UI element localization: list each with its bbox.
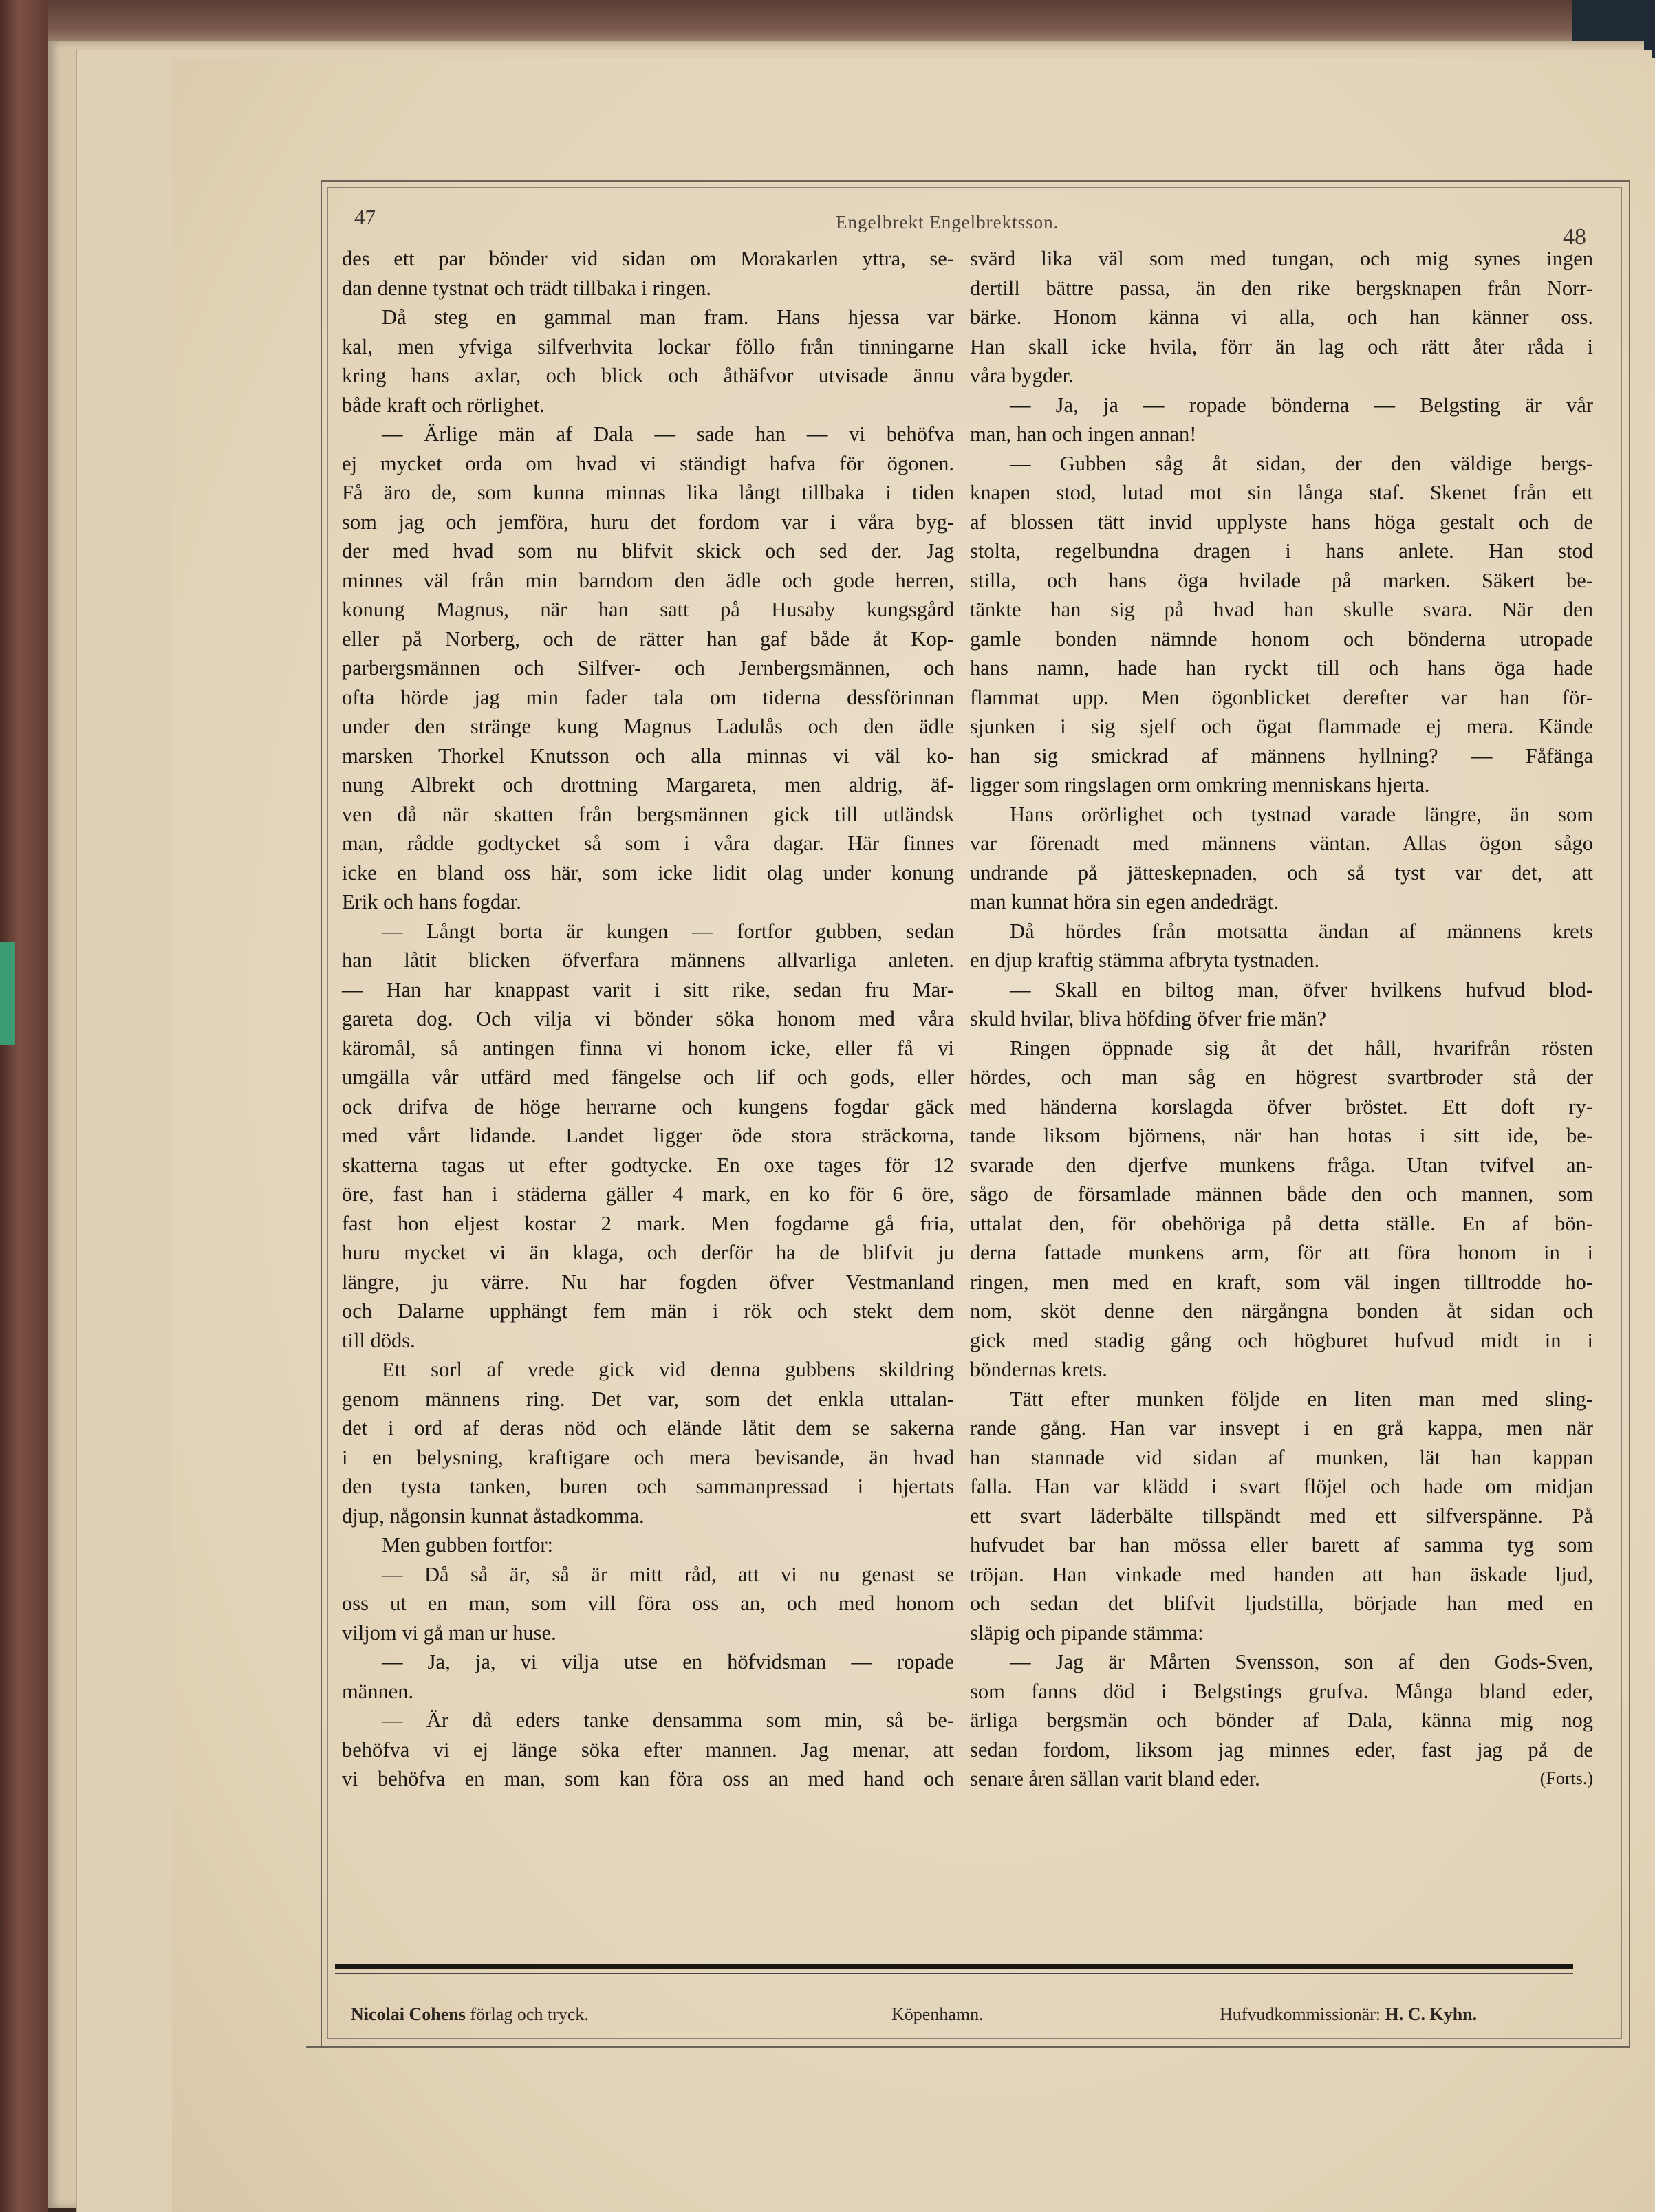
text-line: man, rådde godtycket så som i våra dagar. Här finnes [342,832,954,855]
text-line: viljom vi gå man ur huse. [342,1620,556,1645]
text-line: tröjan. Han vinkade med handen att han äskade ljud, [970,1562,1593,1586]
text-line: Ett sorl af vrede gick vid denna gubbens skildring [382,1358,954,1381]
publisher-rest: förlag och tryck. [465,2004,589,2024]
text-line: som fanns död i Belgstings grufva. Många bland eder, [970,1679,1593,1703]
text-line: Då steg en gammal man fram. Hans hjessa var [382,305,954,329]
text-line: af blossen tätt invid upplyste hans höga gestalt och de [970,510,1593,534]
text-line: i en belysning, kraftigare och mera bevisande, än hvad [342,1445,954,1469]
text-line: — Är då eders tanke densamma som min, så be- [382,1709,954,1732]
text-line: en djup kraftig stämma afbryta tystnaden. [970,948,1320,972]
text-line: kal, men yfviga silfverhvita lockar föllo från tinningarne [342,334,954,358]
text-line: — Skall en biltog man, öfver hvilkens hufvud blod- [1010,977,1593,1001]
text-line: eller på Norberg, och de rätter han gaf både åt Kop- [342,627,954,651]
text-line: med vårt lidande. Landet ligger öde stora sträckorna, [342,1124,954,1147]
text-line: käromål, så antingen finna vi honom icke, eller få vi [342,1036,954,1060]
imprint-city: Köpenhamn. [891,2004,984,2024]
text-line: släpig och pipande stämma: [970,1620,1204,1645]
text-line: — Gubben såg åt sidan, der den väldige bergs- [1010,451,1593,475]
text-line: under den stränge kung Magnus Ladulås och den ädle [342,715,954,738]
text-line: Hans orörlighet och tystnad varade längre, än som [1010,802,1593,826]
text-line: bärke. Honom känna vi alla, och han känner oss. [970,305,1593,329]
text-line: der med hvad som nu blifvit skick och sed der. Jag [342,539,954,563]
commission-name: H. C. Kyhn. [1385,2004,1478,2024]
text-line: — Jag är Mårten Svensson, son af den Gods-Sven, [1010,1650,1593,1673]
text-line: Han skall icke hvila, förr än lag och rätt åter råda i [970,334,1593,358]
text-line: vi behöfva en man, som kan föra oss an med hand och [342,1767,954,1790]
text-line: ärliga bergsmän och bönder af Dala, känna mig nog [970,1709,1593,1732]
text-line: dertill bättre passa, än den rike bergsknapen från Norr- [970,276,1593,300]
text-line: Få äro de, som kunna minnas lika långt tillbaka i tiden [342,481,954,504]
text-line: Ringen öppnade sig åt det håll, hvarifrån rösten [1010,1036,1593,1060]
text-line: gareta dog. Och vilja vi bönder söka honom med våra [342,1007,954,1030]
text-line: ock drifva de höge herrarne och kungens fogdar gäck [342,1094,954,1118]
text-line: hördes, och man såg en högrest svartbroder stå der [970,1065,1593,1089]
text-line: både kraft och rörlighet. [342,393,545,417]
text-line: hans namn, hade han ryckt till och hans öga hade [970,656,1593,680]
text-line: uttalat den, för obehöriga på detta ställe. En af bön- [970,1211,1593,1235]
publisher-name: Nicolai Cohens [351,2004,466,2024]
publisher-imprint [351,2004,589,2025]
text-line: gick med stadig gång och högburet hufvud midt in i [970,1328,1593,1352]
page-number-right: 48 [1563,224,1586,250]
text-line: minnes väl från min barndom den ädle och gode herren, [342,568,954,592]
text-line: Då hördes från motsatta ändan af männens krets [1010,919,1593,943]
text-line: och sedan det blifvit ljudstilla, började han med en [970,1592,1593,1615]
text-column-right [970,244,1593,1794]
text-line: ofta hörde jag min fader tala om tiderna dessförinnan [342,685,954,709]
page-frame-bottom-rule [306,2046,1630,2048]
text-line: man kunnat höra sin egen andedrägt. [970,890,1279,913]
page-number-left: 47 [354,205,376,229]
text-line: icke en bland oss här, som icke lidit olag under konung [342,860,954,885]
text-line: ven då när skatten från bergsmännen gick till utländsk [342,802,954,826]
text-line: gamle bonden nämnde honom och bönderna utropade [970,627,1593,651]
text-line: han stannade vid sidan af munken, lät han kappan [970,1445,1593,1469]
text-line: oss ut en man, som vill föra oss an, och med honom [342,1592,954,1615]
text-line: knapen stod, lutad mot sin långa staf. Skenet från ett [970,481,1593,504]
text-line: ett svart läderbälte tillspändt med ett silfverspänne. På [970,1504,1593,1528]
book-spine [0,0,48,2212]
text-line: — Långt borta är kungen — fortfor gubben, sedan [382,919,954,943]
text-line: flammat upp. Men ögonblicket derefter var han för- [970,685,1593,709]
commission-label: Hufvudkommissionär: [1220,2004,1385,2024]
text-line: man, han och ingen annan! [970,422,1197,446]
text-line: rande gång. Han var insvept i en grå kappa, men när [970,1416,1593,1440]
text-line: Men gubben fortfor: [382,1533,554,1557]
text-line: och Dalarne upphängt fem män i rök och stekt dem [342,1299,954,1323]
text-line: till döds. [342,1328,415,1352]
text-line: — Då så är, så är mitt råd, att vi nu genast se [382,1562,954,1586]
text-line: våra bygder. [970,364,1074,387]
text-line: des ett par bönder vid sidan om Morakarlen yttra, se- [342,247,954,270]
text-line: dan denne tystnat och trädt tillbaka i ringen. [342,276,711,300]
text-line: tänkte han sig på hvad han skulle svara. När den [970,598,1593,621]
text-line: — Ja, ja — ropade bönderna — Belgsting är vår [1010,393,1593,417]
text-line: sjunken i sig sjelf och ögat flammade ej mera. Kände [970,715,1593,738]
text-line: ringen, men med en kraft, som väl ingen tilltrodde ho- [970,1270,1593,1294]
continued-note: (Forts.) [1539,1768,1593,1788]
text-line: som jag och jemföra, huru det fordom var i våra byg- [342,510,954,534]
text-line: hufvudet bar han mössa eller barett af samma tyg som [970,1533,1593,1557]
text-line: skuld hvilar, bliva höfding öfver frie män? [970,1007,1326,1030]
text-line: han låtit blicken öfverfara männens allvarliga anleten. [342,948,954,972]
text-line: undrande på jätteskepnaden, och så tyst var det, att [970,860,1593,885]
text-line: Erik och hans fogdar. [342,890,521,913]
text-line: huru mycket vi än klaga, och derför ha de blifvit ju [342,1241,954,1264]
running-title: Engelbrekt Engelbrektsson. [836,212,1059,232]
text-line: Tätt efter munken följde en liten man med sling- [1010,1387,1593,1411]
text-line: öre, fast han i städerna gäller 4 mark, en ko för 6 öre, [342,1182,954,1206]
text-line: falla. Han var klädd i svart flöjel och hade om midjan [970,1475,1593,1498]
text-line: — Han har knappast varit i sitt rike, sedan fru Mar- [342,977,954,1001]
bookmark-tab [0,942,15,1045]
text-line: sågo de församlade männen både den och mannen, som [970,1182,1593,1206]
text-line: med händerna korslagda öfver bröstet. Ett doft ry- [970,1094,1593,1118]
footer-rule-thin [335,1973,1573,1974]
text-line: svärd lika väl som med tungan, och mig synes ingen [970,247,1593,270]
text-line: längre, ju värre. Nu har fogden öfver Vestmanland [342,1270,954,1294]
text-line: stilla, och hans öga hvilade på marken. Säkert be- [970,568,1593,592]
text-line: männen. [342,1679,414,1703]
text-line: var förenadt med männens väntan. Allas ögon sågo [970,832,1593,855]
text-line: det i ord af deras nöd och elände låtit dem se sakerna [342,1416,954,1440]
text-line: konung Magnus, när han satt på Husaby kungsgård [342,598,954,621]
text-line: djup, någonsin kunnat åstadkomma. [342,1504,645,1528]
text-line: senare åren sällan varit bland eder. (Forts.) [970,1764,1593,1794]
text-line: — Ärlige män af Dala — sade han — vi behöfva [382,422,954,446]
text-line: ligger som ringslagen orm omkring menniskans hjerta. [970,773,1430,796]
text-line: skatterna tagas ut efter godtycke. En oxe tages för 12 [342,1153,954,1177]
text-line: svarade den djerfve munkens fråga. Utan tvifvel an- [970,1153,1593,1177]
text-line: marsken Thorkel Knutsson och alla minnas vi väl ko- [342,744,954,768]
text-line: nom, sköt denne den närgångna bonden åt sidan och [970,1299,1593,1323]
text-line: derna fattade munkens arm, för att föra honom in i [970,1241,1593,1264]
text-line: behöfva vi ej länge söka efter mannen. Jag menar, att [342,1737,954,1761]
text-line: sedan fordom, liksom jag minnes eder, fast jag på de [970,1737,1593,1761]
text-line: kring hans axlar, och blick och åthäfvor utvisade ännu [342,364,954,387]
text-line: tande liksom björnens, när han hotas i sitt ide, be- [970,1124,1593,1147]
text-line: den tysta tanken, buren och sammanpressad i hjertats [342,1475,954,1498]
commission-note [1220,2004,1477,2025]
text-line: — Ja, ja, vi vilja utse en höfvidsman — ropade [382,1650,954,1673]
text-line: böndernas krets. [970,1358,1107,1381]
text-line: han sig smickrad af männens hyllning? — Fåfänga [970,744,1593,768]
text-line: stolta, regelbundna dragen i hans anlete. Han stod [970,539,1593,563]
footer-rule-thick [335,1964,1573,1969]
text-line: ej mycket orda om hvad vi ständigt hafva för ögonen. [342,451,954,475]
text-column-left [342,244,954,1794]
text-line: genom männens ring. Det var, som det enkla uttalan- [342,1387,954,1411]
text-line: parbergsmännen och Silfver- och Jernbergsmännen, och [342,656,954,680]
text-line: umgälla vår utfärd med fängelse och lif och gods, eller [342,1065,954,1089]
text-line: fast hon eljest kostar 2 mark. Men fogdarne gå fria, [342,1211,954,1235]
text-line: nung Albrekt och drottning Margareta, men aldrig, äf- [342,773,954,796]
